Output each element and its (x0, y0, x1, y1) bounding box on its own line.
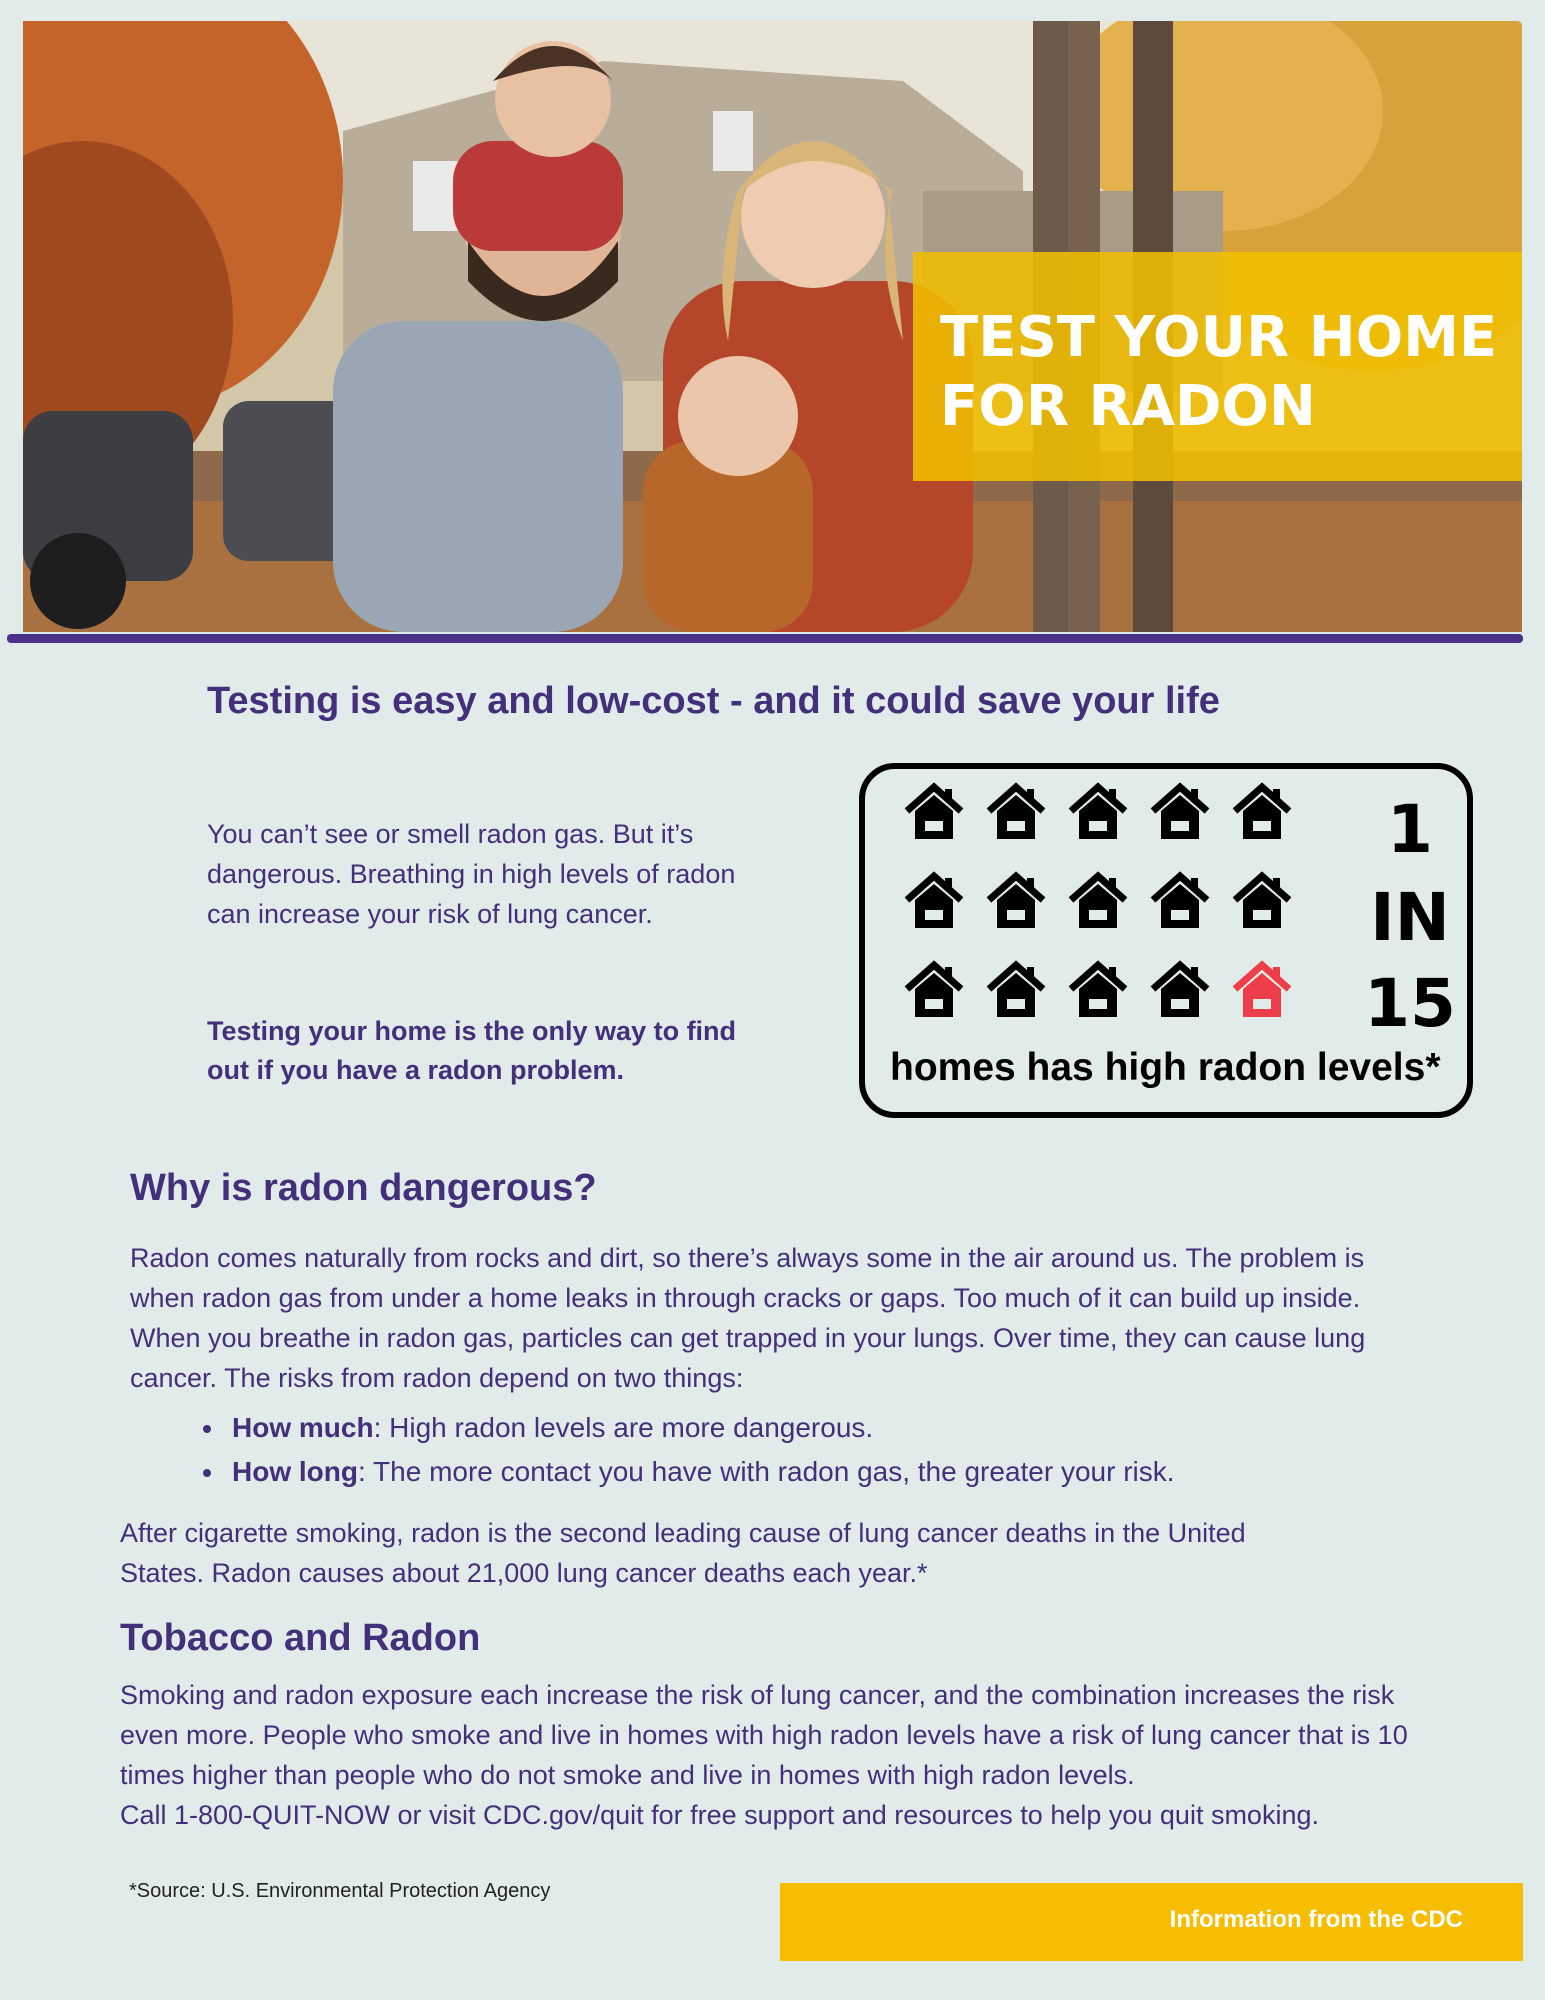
bullet-text: : The more contact you have with radon gas, the greater your risk. (357, 1456, 1175, 1487)
bullet-text: : High radon levels are more dangerous. (373, 1412, 874, 1443)
radon-stat-box (859, 763, 1473, 1118)
quit-line-call: Call 1-800-QUIT-NOW or visit CDC.gov/quit for free support and resources to help you quit smoking. (120, 1800, 1319, 1830)
stat-caption: homes has high radon levels* (890, 1046, 1441, 1089)
why-paragraph: Radon comes naturally from rocks and dirt, so there’s always some in the air around us. The problem is when radon gas from under a home leaks in through cracks or gaps. Too much of it can build up inside. When you breathe in radon gas, particles can get trapped in your lungs. Over time, they can cause lung cancer. The risks from radon depend on two things: (130, 1243, 1366, 1393)
tobacco-paragraph: Smoking and radon exposure each increase the risk of lung cancer, and the combination increases the risk even more. People who smoke and live in homes with high radon levels have a risk of lung cancer that is 10 times higher than people who do not smoke and live in homes with high radon levels. (120, 1680, 1408, 1790)
house-icon (985, 959, 1047, 1021)
house-icon (903, 781, 965, 843)
bullet-term: How much (232, 1412, 374, 1443)
house-icon (903, 959, 965, 1021)
divider-rule (7, 634, 1523, 643)
stat-number-15: 15 (1364, 965, 1456, 1042)
house-icon (985, 870, 1047, 932)
house-icon (1149, 870, 1211, 932)
intro-paragraph: You can’t see or smell radon gas. But it’s dangerous. Breathing in high levels of radon can increase your risk of lung cancer. (207, 819, 736, 929)
house-icon (1067, 781, 1129, 843)
house-icon (1067, 870, 1129, 932)
stat-number-1: 1 (1387, 791, 1433, 868)
intro-bold-statement: Testing your home is the only way to find out if you have a radon problem. (207, 1016, 737, 1085)
stat-word-in: IN (1370, 879, 1450, 956)
source-note: *Source: U.S. Environmental Protection Agency (129, 1880, 551, 1902)
why-heading: Why is radon dangerous? (130, 1167, 597, 1209)
house-icon (1231, 870, 1293, 932)
house-icon (1067, 959, 1129, 1021)
hero-title-band (913, 252, 1522, 481)
house-icon (985, 781, 1047, 843)
house-icon (1149, 959, 1211, 1021)
hero-title-line-2: FOR RADON (940, 374, 1316, 439)
hero-title-line-1: TEST YOUR HOME (940, 305, 1498, 370)
list-item (226, 1450, 1175, 1494)
cdc-badge-label: Information from the CDC (1169, 1906, 1463, 1933)
house-icon-highlighted (1231, 959, 1293, 1021)
hero-photo (23, 21, 1522, 632)
house-icon (903, 870, 965, 932)
tobacco-heading: Tobacco and Radon (120, 1617, 481, 1659)
bullet-term: How long (232, 1456, 358, 1487)
house-icon (1149, 781, 1211, 843)
tagline: Testing is easy and low-cost - and it could save your life (207, 680, 1220, 722)
cdc-badge (780, 1883, 1523, 1961)
risk-factor-list (192, 1406, 1175, 1494)
house-icon (1231, 781, 1293, 843)
list-item (226, 1406, 1175, 1450)
smoking-comparison-paragraph: After cigarette smoking, radon is the second leading cause of lung cancer deaths in the United States. Radon causes about 21,000 lung cancer deaths each year.* (120, 1518, 1246, 1588)
